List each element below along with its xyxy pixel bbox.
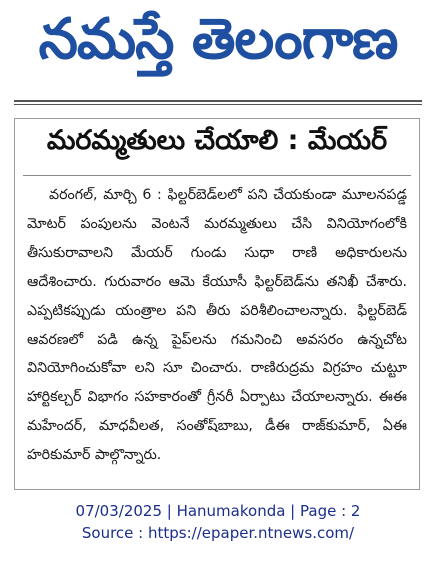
masthead-rule-thin	[14, 104, 422, 105]
headline-divider	[23, 175, 411, 176]
article-paragraph: వరంగల్, మార్చి 6 : ఫిల్టర్‌బెడ్‌లలో పని చేయకుండా మూలనపడ్డ మోటర్ పంపులను వెంటనే మరమ్మతులు చేసి వినియోగంలోకి తీసుకురావాలని మేయర్ గుండు సుధా రాణి అధికారులను ఆదేశించారు. గురువారం ఆమె కేయూసీ ఫిల్టర్‌బెడ్‌ను తనిఖీ చేశారు. ఎప్పటికప్పుడు యంత్రాల పని తీరు పరిశీలించాలన్నారు. ఫిల్టర్‌బెడ్ ఆవరణలో పడి ఉన్న పైప్‌లను గమనించి అవసరం ఉన్నచోట వినియోగించుకోవా లని సూ చించారు. రాణిరుద్రమ విగ్రహం చుట్టూ హార్టికల్చర్ విభాగం సహకారంతో గ్రీనరీ ఏర్పాటు చేయాలన్నారు. ఈఈ మహేందర్, మాధవీలత, సంతోష్‌బాబు, డీఈ రాజ్‌కుమార్, ఏఈ హరికుమార్ పాల్గొన్నారు.	[27, 187, 407, 464]
article-clipping	[14, 118, 420, 490]
footer-date-edition: 07/03/2025 | Hanumakonda | Page : 2	[75, 502, 361, 520]
article-body	[27, 181, 407, 470]
article-headline: మరమ్మతులు చేయాలి : మేయర్	[46, 125, 388, 156]
masthead-rule-thick	[14, 100, 422, 102]
footer-source: Source : https://epaper.ntnews.com/	[81, 524, 355, 542]
masthead-title: నమస్తే తెలంగాణ	[38, 6, 398, 72]
